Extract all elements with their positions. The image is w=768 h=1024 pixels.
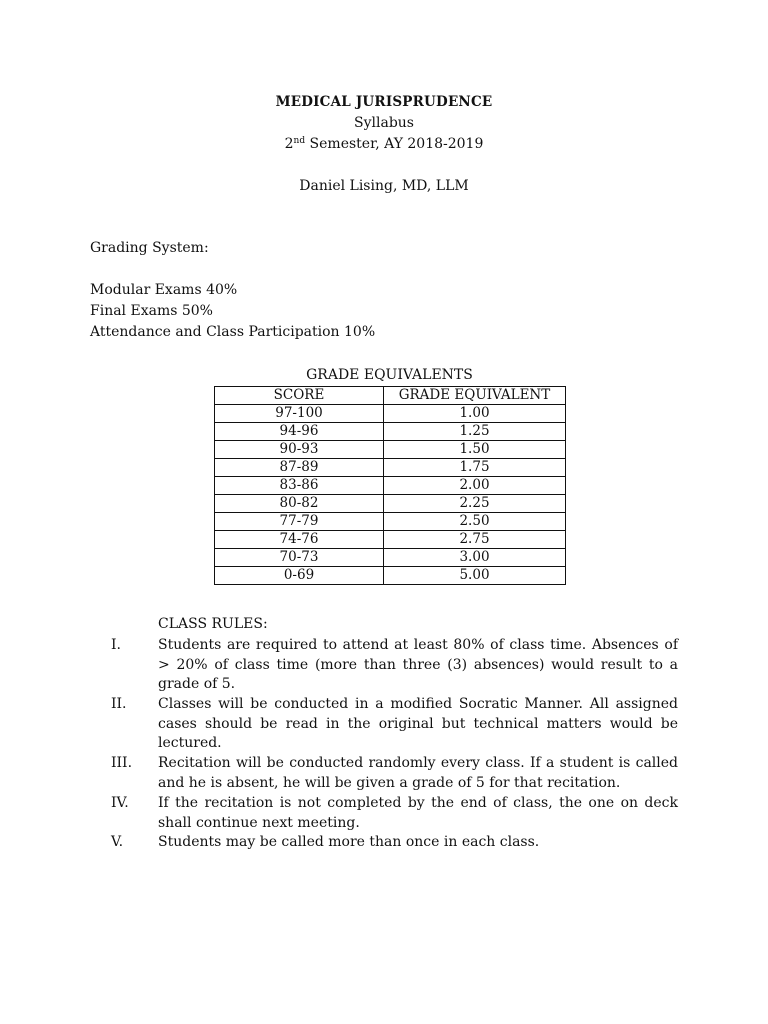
grade-cell: 1.00 [384, 405, 566, 423]
rule-number: V. [111, 834, 124, 850]
grade-column-header: GRADE EQUIVALENT [384, 387, 566, 405]
rule-number: I. [111, 637, 121, 653]
grade-equivalents-caption: GRADE EQUIVALENTS [306, 367, 473, 383]
grade-cell: 2.75 [384, 531, 566, 549]
grading-item: Attendance and Class Participation 10% [90, 324, 376, 340]
grading-item: Final Exams 50% [90, 303, 213, 319]
rule-text: If the recitation is not completed by the end of class, the one on deck shall continue next meeting. [158, 795, 678, 831]
table-header-row [215, 387, 566, 405]
author-name: Daniel Lising, MD, LLM [299, 178, 469, 194]
grading-item: Modular Exams 40% [90, 282, 238, 298]
grade-cell: 2.50 [384, 513, 566, 531]
score-cell: 77-79 [215, 513, 384, 531]
document-title: MEDICAL JURISPRUDENCE [275, 94, 493, 110]
rule-number: II. [111, 696, 127, 712]
table-row [215, 459, 566, 477]
score-column-header: SCORE [215, 387, 384, 405]
rule-number: IV. [111, 795, 129, 811]
score-cell: 0-69 [215, 567, 384, 585]
score-cell: 74-76 [215, 531, 384, 549]
semester-ordinal: nd [293, 136, 306, 146]
rule-number: III. [111, 755, 133, 771]
score-cell: 97-100 [215, 405, 384, 423]
table-row [215, 423, 566, 441]
table-row [215, 495, 566, 513]
document-subtitle: Syllabus [354, 115, 414, 131]
table-row [215, 567, 566, 585]
table-row [215, 441, 566, 459]
grade-cell: 1.50 [384, 441, 566, 459]
score-cell: 80-82 [215, 495, 384, 513]
grade-cell: 2.25 [384, 495, 566, 513]
grading-system-heading: Grading System: [90, 240, 209, 256]
score-cell: 83-86 [215, 477, 384, 495]
score-cell: 87-89 [215, 459, 384, 477]
grade-cell: 1.75 [384, 459, 566, 477]
class-rules-heading: CLASS RULES: [158, 616, 268, 632]
grade-equivalents-table [214, 386, 566, 585]
grade-cell: 2.00 [384, 477, 566, 495]
semester-text: Semester, AY 2018-2019 [305, 136, 484, 152]
table-row [215, 531, 566, 549]
rule-text: Students may be called more than once in each class. [158, 834, 540, 850]
score-cell: 70-73 [215, 549, 384, 567]
score-cell: 94-96 [215, 423, 384, 441]
semester-number: 2 [284, 136, 294, 152]
grade-cell: 3.00 [384, 549, 566, 567]
rule-text: Students are required to attend at least 80% of class time. Absences of > 20% of class time (more than three (3) absences) would result to a grade of 5. [158, 637, 678, 692]
rule-text: Recitation will be conducted randomly every class. If a student is called and he is absent, he will be given a grade of 5 for that recitation. [158, 755, 678, 791]
table-row [215, 405, 566, 423]
table-row [215, 513, 566, 531]
rule-text: Classes will be conducted in a modified Socratic Manner. All assigned cases should be read in the original but technical matters would be lectured. [158, 696, 678, 751]
table-row [215, 549, 566, 567]
grade-cell: 5.00 [384, 567, 566, 585]
table-row [215, 477, 566, 495]
score-cell: 90-93 [215, 441, 384, 459]
grade-cell: 1.25 [384, 423, 566, 441]
semester-line [0, 134, 768, 154]
